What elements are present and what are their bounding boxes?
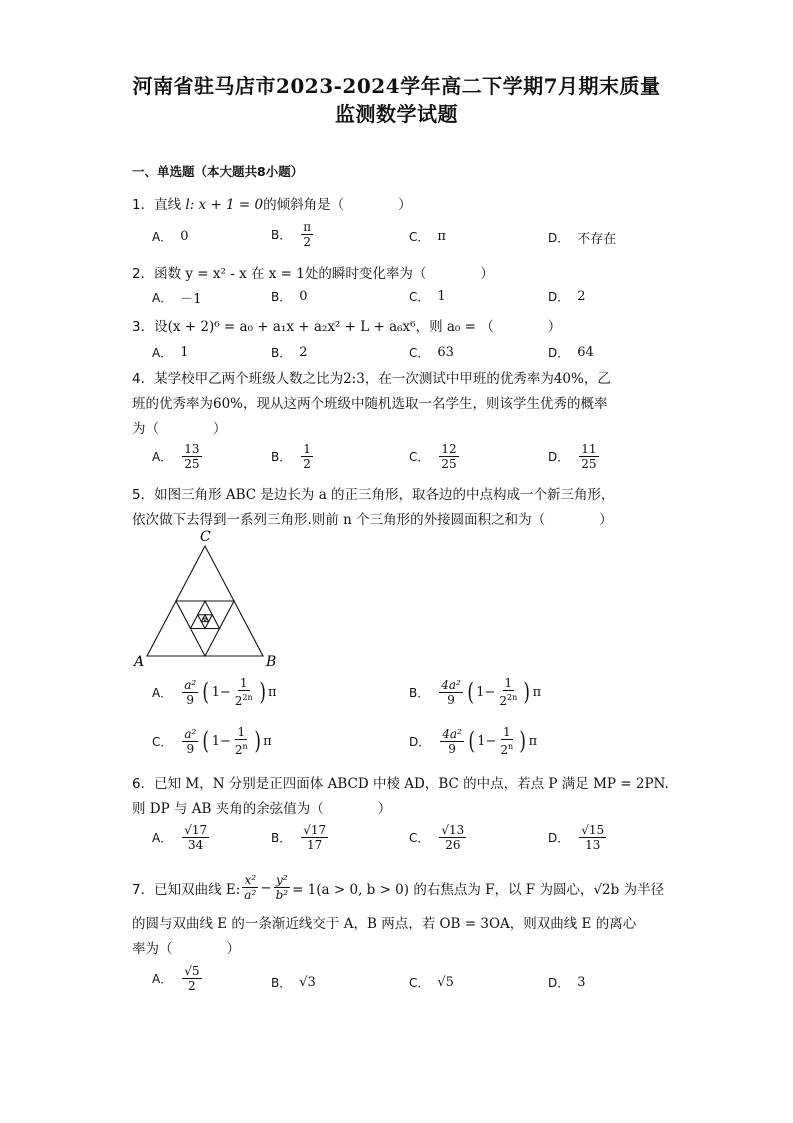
- q2-option-a: A． －1: [152, 291, 202, 307]
- q4-option-d: D． $\frac{11}{25}$: [548, 442, 597, 471]
- q5-option-b: B． $\frac{\text{4a²}}{9}$ ( 1− $\frac{1}{2^{2n}}$ ) π: [409, 676, 542, 708]
- q4-option-c: C． $\frac{12}{25}$: [409, 442, 457, 471]
- q4-option-a: A． $\frac{13}{25}$: [152, 442, 200, 471]
- q4-option-b: B． $\frac{1}{2}$: [271, 442, 311, 471]
- q2-option-c: C． 1: [409, 289, 446, 304]
- nested-triangles-figure: [130, 528, 280, 673]
- vertex-b-label: B: [266, 654, 277, 670]
- question-5-line1: 5．如图三角形 ABC 是边长为 a 的正三角形，取各边的中点构成一个新三角形，: [132, 487, 615, 503]
- question-4-line1: 4．某学校甲乙两个班级人数之比为2:3，在一次测试中甲班的优秀率为40%，乙: [132, 371, 611, 387]
- exam-title-line2: 监测数学试题: [335, 102, 458, 126]
- question-1: 1．直线 l: x + 1 = 0的倾斜角是（ ）: [132, 197, 412, 213]
- vertex-a-label: A: [134, 654, 145, 670]
- q3-option-c: C． 63: [409, 345, 454, 360]
- q2-option-b: B． 0: [271, 289, 308, 304]
- q3-option-d: D． 64: [548, 345, 594, 360]
- question-7-line1: 7． 已知双曲线 E: $\frac{\text{x²}}{\text{a²}}$ − $\frac{\text{y²}}{\text{b²}}$ = 1(a > 0, b > 0) 的右焦点为 F，以 F 为圆心，√2b 为半径: [132, 873, 665, 902]
- q1-option-d: D． 不存在: [548, 231, 617, 247]
- question-5-line2: 依次做下去得到一系列三角形.则前 n 个三角形的外接圆面积之和为（ ）: [132, 512, 613, 528]
- q6-option-d: D． $\frac{√15}{13}$: [548, 823, 605, 852]
- q7-option-b: B． √3: [271, 975, 316, 990]
- exam-title-line1: 河南省驻马店市2023-2024学年高二下学期7月期末质量: [132, 74, 661, 98]
- q6-option-c: C． $\frac{√13}{26}$: [409, 823, 465, 852]
- q3-option-b: B． 2: [271, 345, 308, 360]
- question-4-line2: 班的优秀率为60%，现从这两个班级中随机选取一名学生，则该学生优秀的概率: [132, 396, 608, 412]
- q6-option-b: B． $\frac{√17}{17}$: [271, 823, 327, 852]
- vertex-c-label: C: [200, 529, 211, 545]
- section-heading: 一、单选题（本大题共8小题）: [132, 164, 304, 179]
- q6-option-a: A． $\frac{√17}{34}$: [152, 823, 208, 852]
- question-6-line2: 则 DP 与 AB 夹角的余弦值为（ ）: [132, 801, 392, 817]
- q5-option-a: A． $\frac{\text{a²}}{9}$ ( 1− $\frac{1}{2^{2n}}$ ) π: [152, 676, 277, 708]
- question-7-line2: 的圆与双曲线 E 的一条渐近线交于 A，B 两点，若 OB = 3OA，则双曲线 E 的离心: [132, 916, 637, 932]
- q3-option-a: A． 1: [152, 345, 189, 360]
- q7-option-c: C． √5: [409, 975, 454, 990]
- question-7-line3: 率为（ ）: [132, 941, 240, 957]
- question-6-line1: 6．已知 M，N 分别是正四面体 ABCD 中棱 AD，BC 的中点，若点 P 满足 MP = 2PN.: [132, 776, 669, 792]
- q7-option-a: A． $\frac{√5}{2}$: [152, 964, 200, 993]
- q1-option-a: A． 0: [152, 229, 189, 244]
- q2-option-d: D． 2: [548, 289, 586, 304]
- q5-option-d: D． $\frac{\text{4a²}}{9}$ ( 1− $\frac{1}{2^n}$ ) π: [409, 725, 538, 757]
- question-2: 2．函数 y = x² - x 在 x = 1处的瞬时变化率为（ ）: [132, 266, 494, 282]
- q1-option-c: C． π: [409, 229, 446, 244]
- q7-option-d: D． 3: [548, 975, 586, 990]
- q1-option-b: B． $\frac{\pi}{2}$: [271, 220, 312, 249]
- question-3: 3．设(x + 2)⁶ = a₀ + a₁x + a₂x² + L + a₆x⁶，则 a₀ = （ ）: [132, 319, 562, 335]
- question-4-line3: 为（ ）: [132, 421, 227, 437]
- q5-option-c: C． $\frac{\text{a²}}{9}$ ( 1− $\frac{1}{2^n}$ ) π: [152, 725, 272, 757]
